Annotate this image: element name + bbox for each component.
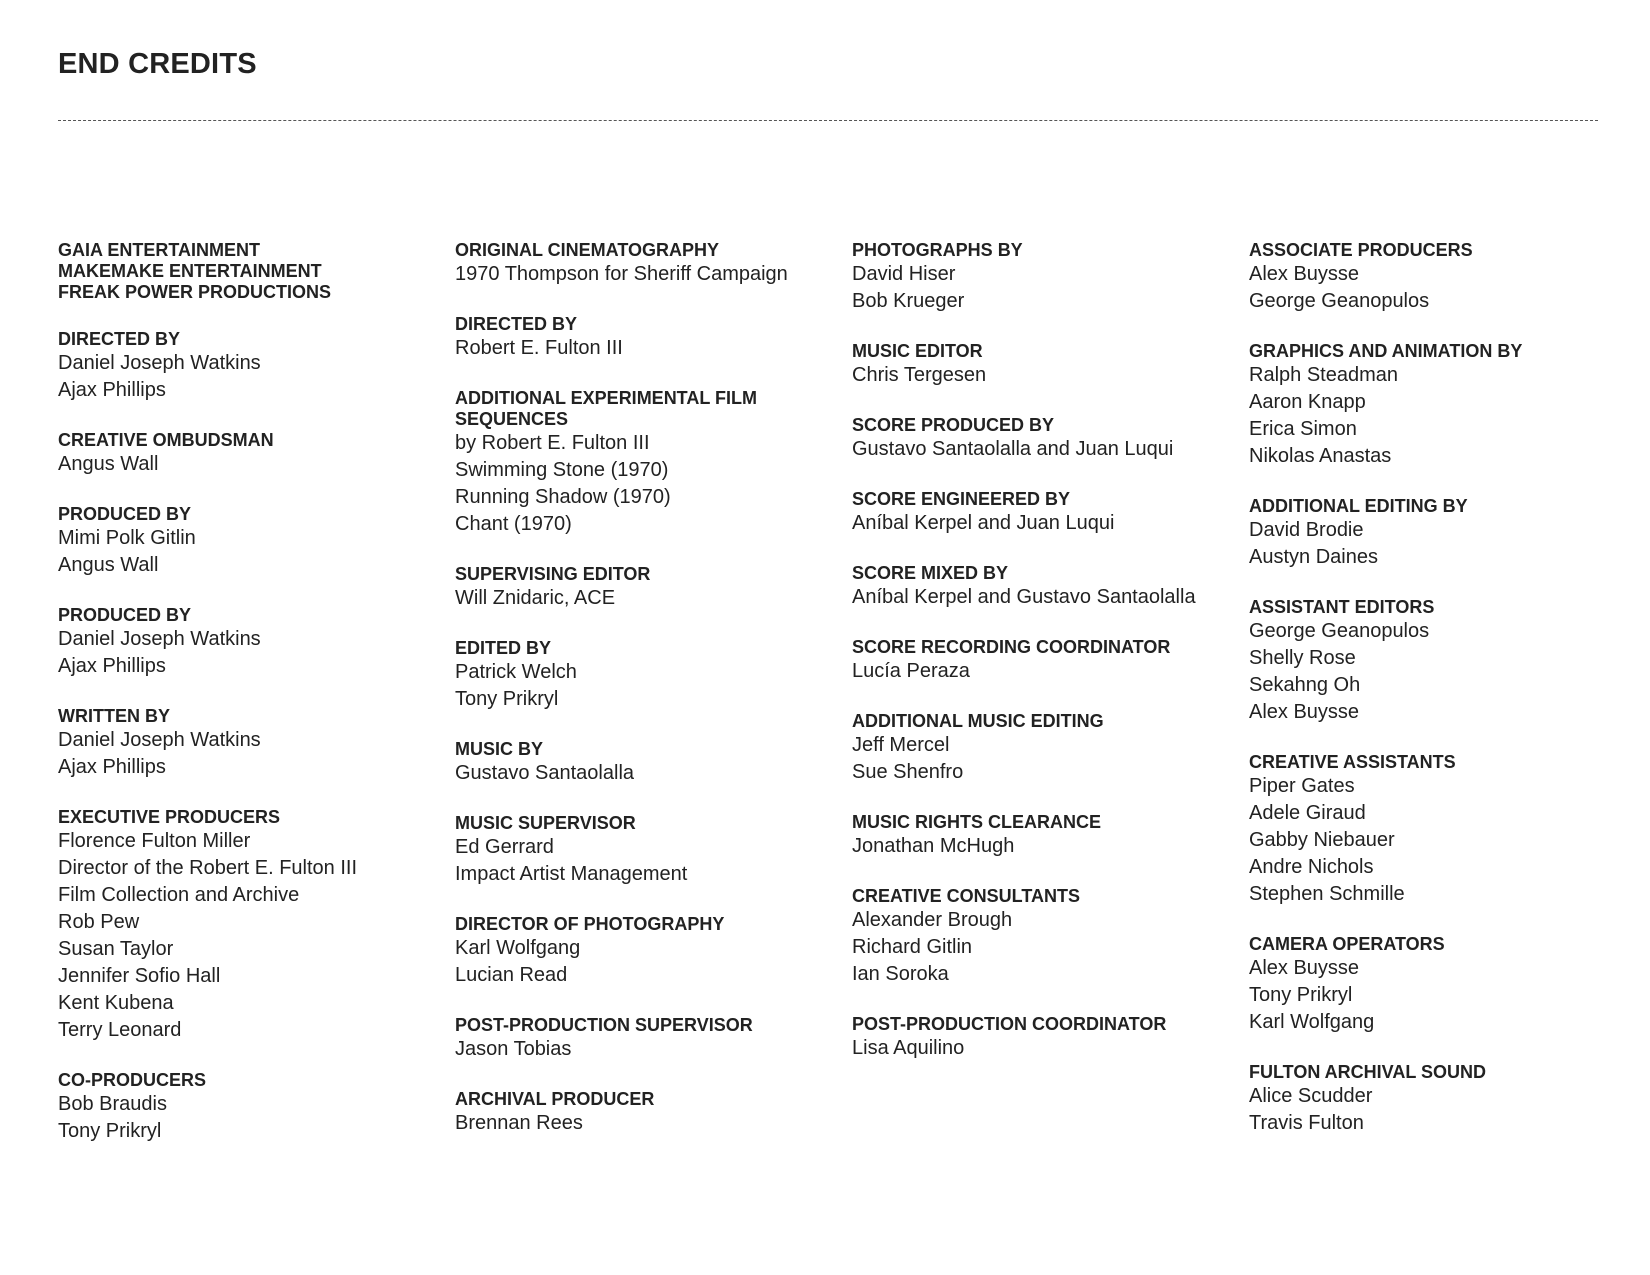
credit-role-heading: ORIGINAL CINEMATOGRAPHY bbox=[455, 240, 720, 260]
credit-role-heading: CAMERA OPERATORS bbox=[1249, 934, 1445, 954]
credit-name: Chant (1970) bbox=[455, 513, 572, 535]
credit-section bbox=[455, 914, 852, 989]
credit-section bbox=[58, 504, 455, 579]
credit-name: Film Collection and Archive bbox=[58, 884, 300, 906]
credit-name: Alice Scudder bbox=[1249, 1085, 1373, 1107]
credit-section bbox=[58, 706, 455, 781]
credit-name: Karl Wolfgang bbox=[455, 937, 581, 959]
page-title: END CREDITS bbox=[58, 48, 257, 80]
credit-section bbox=[58, 329, 455, 404]
credit-role-heading: ADDITIONAL MUSIC EDITING bbox=[852, 711, 1104, 731]
credit-name: Jonathan McHugh bbox=[852, 835, 1015, 857]
credit-role-heading: GRAPHICS AND ANIMATION BY bbox=[1249, 341, 1523, 361]
credit-role-heading: EXECUTIVE PRODUCERS bbox=[58, 807, 281, 827]
credit-name: Erica Simon bbox=[1249, 418, 1357, 440]
credit-name: Terry Leonard bbox=[58, 1019, 182, 1041]
credit-role-heading: CREATIVE ASSISTANTS bbox=[1249, 752, 1456, 772]
credit-role-heading: ASSISTANT EDITORS bbox=[1249, 597, 1435, 617]
credit-section bbox=[58, 605, 455, 680]
credit-role-heading: FULTON ARCHIVAL SOUND bbox=[1249, 1062, 1486, 1082]
credit-section bbox=[852, 711, 1249, 786]
credit-role-heading: ADDITIONAL EXPERIMENTAL FILM SEQUENCES bbox=[455, 388, 758, 429]
credit-role-heading: CREATIVE OMBUDSMAN bbox=[58, 430, 274, 450]
credit-role-heading: DIRECTOR OF PHOTOGRAPHY bbox=[455, 914, 725, 934]
credit-name: Jeff Mercel bbox=[852, 734, 950, 756]
credit-name: Angus Wall bbox=[58, 453, 159, 475]
credit-name: Tony Prikryl bbox=[58, 1120, 162, 1142]
credit-section bbox=[852, 341, 1249, 389]
credit-role-heading: ARCHIVAL PRODUCER bbox=[455, 1089, 655, 1109]
credit-name: Florence Fulton Miller bbox=[58, 830, 251, 852]
credit-role-heading: MUSIC BY bbox=[455, 739, 544, 759]
credit-role-heading: MAKEMAKE ENTERTAINMENT bbox=[58, 261, 322, 281]
credit-role-heading: CO-PRODUCERS bbox=[58, 1070, 207, 1090]
credit-name: Mimi Polk Gitlin bbox=[58, 527, 196, 549]
credit-name: Susan Taylor bbox=[58, 938, 174, 960]
credit-section bbox=[852, 563, 1249, 611]
credit-name: Will Znidaric, ACE bbox=[455, 587, 616, 609]
credit-role-heading: FREAK POWER PRODUCTIONS bbox=[58, 282, 332, 302]
credit-name: Alexander Brough bbox=[852, 909, 1013, 931]
credit-role-heading: SUPERVISING EDITOR bbox=[455, 564, 651, 584]
credit-name: Andre Nichols bbox=[1249, 856, 1374, 878]
credit-name: Lucía Peraza bbox=[852, 660, 970, 682]
credit-section bbox=[455, 564, 852, 612]
credit-name: Bob Krueger bbox=[852, 290, 965, 312]
credit-name: Piper Gates bbox=[1249, 775, 1355, 797]
credit-name: David Hiser bbox=[852, 263, 956, 285]
credit-name: Stephen Schmille bbox=[1249, 883, 1405, 905]
credit-name: Aaron Knapp bbox=[1249, 391, 1366, 413]
credit-name: Rob Pew bbox=[58, 911, 140, 933]
credit-name: Daniel Joseph Watkins bbox=[58, 729, 261, 751]
credit-section bbox=[58, 807, 455, 1044]
credit-name: Robert E. Fulton III bbox=[455, 337, 623, 359]
credit-name: Adele Giraud bbox=[1249, 802, 1366, 824]
credits-column-1 bbox=[58, 240, 455, 1171]
credits-columns bbox=[58, 240, 1646, 1171]
credit-name: Chris Tergesen bbox=[852, 364, 987, 386]
credits-column-2 bbox=[455, 240, 852, 1171]
credit-role-heading: POST-PRODUCTION SUPERVISOR bbox=[455, 1015, 753, 1035]
credit-role-heading: ASSOCIATE PRODUCERS bbox=[1249, 240, 1473, 260]
credits-column-4 bbox=[1249, 240, 1646, 1171]
credit-name: Gustavo Santaolalla bbox=[455, 762, 635, 784]
credit-section bbox=[455, 314, 852, 362]
credit-role-heading: PRODUCED BY bbox=[58, 504, 192, 524]
credit-role-heading: PRODUCED BY bbox=[58, 605, 192, 625]
credit-role-heading: MUSIC SUPERVISOR bbox=[455, 813, 636, 833]
credit-name: 1970 Thompson for Sheriff Campaign bbox=[455, 263, 788, 285]
credit-name: Ajax Phillips bbox=[58, 756, 166, 778]
credit-role-heading: ADDITIONAL EDITING BY bbox=[1249, 496, 1468, 516]
credit-name: Tony Prikryl bbox=[1249, 984, 1353, 1006]
credit-name: Daniel Joseph Watkins bbox=[58, 628, 261, 650]
credit-name: Jennifer Sofio Hall bbox=[58, 965, 221, 987]
credit-name: Brennan Rees bbox=[455, 1112, 583, 1134]
credit-name: Ed Gerrard bbox=[455, 836, 554, 858]
credit-name: Aníbal Kerpel and Juan Luqui bbox=[852, 512, 1115, 534]
credit-role-heading: SCORE RECORDING COORDINATOR bbox=[852, 637, 1171, 657]
credit-role-heading: WRITTEN BY bbox=[58, 706, 170, 726]
credit-name: Aníbal Kerpel and Gustavo Santaolalla bbox=[852, 586, 1196, 608]
credit-section bbox=[455, 638, 852, 713]
credit-name: Karl Wolfgang bbox=[1249, 1011, 1375, 1033]
credit-name: Director of the Robert E. Fulton III bbox=[58, 857, 358, 879]
credit-section bbox=[1249, 1062, 1646, 1137]
credit-section bbox=[455, 1089, 852, 1137]
credit-section bbox=[1249, 597, 1646, 726]
credit-section bbox=[852, 489, 1249, 537]
credit-name: Ralph Steadman bbox=[1249, 364, 1398, 386]
credit-name: Nikolas Anastas bbox=[1249, 445, 1392, 467]
credit-name: Travis Fulton bbox=[1249, 1112, 1364, 1134]
credit-name: Sue Shenfro bbox=[852, 761, 964, 783]
credit-name: Gustavo Santaolalla and Juan Luqui bbox=[852, 438, 1174, 460]
credit-section bbox=[852, 886, 1249, 988]
credit-name: Gabby Niebauer bbox=[1249, 829, 1395, 851]
credit-name: Lucian Read bbox=[455, 964, 568, 986]
credit-name: George Geanopulos bbox=[1249, 290, 1430, 312]
credit-section bbox=[58, 1070, 455, 1145]
credit-section bbox=[455, 813, 852, 888]
title-divider bbox=[58, 120, 1598, 121]
credits-column-3 bbox=[852, 240, 1249, 1171]
credit-name: Swimming Stone (1970) bbox=[455, 459, 669, 481]
credit-role-heading: GAIA ENTERTAINMENT bbox=[58, 240, 260, 260]
credit-name: George Geanopulos bbox=[1249, 620, 1430, 642]
credit-section bbox=[1249, 496, 1646, 571]
credit-name: Bob Braudis bbox=[58, 1093, 167, 1115]
credit-name: Daniel Joseph Watkins bbox=[58, 352, 261, 374]
credit-name: Running Shadow (1970) bbox=[455, 486, 671, 508]
credit-section bbox=[455, 240, 852, 288]
credit-name: Sekahng Oh bbox=[1249, 674, 1361, 696]
credit-name: Shelly Rose bbox=[1249, 647, 1356, 669]
credit-name: Jason Tobias bbox=[455, 1038, 572, 1060]
credit-role-heading: CREATIVE CONSULTANTS bbox=[852, 886, 1080, 906]
credit-section bbox=[455, 739, 852, 787]
credit-role-heading: SCORE ENGINEERED BY bbox=[852, 489, 1071, 509]
credit-name: Tony Prikryl bbox=[455, 688, 559, 710]
credit-role-heading: SCORE MIXED BY bbox=[852, 563, 1009, 583]
credit-section bbox=[1249, 240, 1646, 315]
credit-name: Patrick Welch bbox=[455, 661, 577, 683]
credit-name: Alex Buysse bbox=[1249, 701, 1360, 723]
credit-name: Lisa Aquilino bbox=[852, 1037, 965, 1059]
credit-section bbox=[58, 240, 455, 303]
credit-role-heading: DIRECTED BY bbox=[455, 314, 578, 334]
credit-name: David Brodie bbox=[1249, 519, 1364, 541]
credit-name: Ian Soroka bbox=[852, 963, 949, 985]
credit-section bbox=[1249, 341, 1646, 470]
credit-section bbox=[852, 637, 1249, 685]
credit-name: Angus Wall bbox=[58, 554, 159, 576]
credit-name: Alex Buysse bbox=[1249, 957, 1360, 979]
credit-name: Kent Kubena bbox=[58, 992, 174, 1014]
credit-role-heading: POST-PRODUCTION COORDINATOR bbox=[852, 1014, 1167, 1034]
credit-section bbox=[852, 812, 1249, 860]
credit-section bbox=[852, 415, 1249, 463]
credit-role-heading: MUSIC EDITOR bbox=[852, 341, 983, 361]
credit-name: Austyn Daines bbox=[1249, 546, 1378, 568]
credit-section bbox=[58, 430, 455, 478]
credit-name: Ajax Phillips bbox=[58, 379, 166, 401]
credit-role-heading: PHOTOGRAPHS BY bbox=[852, 240, 1023, 260]
credit-name: Impact Artist Management bbox=[455, 863, 688, 885]
credit-name: Ajax Phillips bbox=[58, 655, 166, 677]
credit-role-heading: EDITED BY bbox=[455, 638, 552, 658]
credit-section bbox=[455, 388, 852, 538]
credit-name: Alex Buysse bbox=[1249, 263, 1360, 285]
credit-section bbox=[455, 1015, 852, 1063]
credit-role-heading: DIRECTED BY bbox=[58, 329, 181, 349]
credit-name: Richard Gitlin bbox=[852, 936, 973, 958]
credit-section bbox=[1249, 934, 1646, 1036]
credit-role-heading: SCORE PRODUCED BY bbox=[852, 415, 1055, 435]
credit-role-heading: MUSIC RIGHTS CLEARANCE bbox=[852, 812, 1102, 832]
credit-section bbox=[852, 240, 1249, 315]
credit-section bbox=[852, 1014, 1249, 1062]
credit-section bbox=[1249, 752, 1646, 908]
credit-name: by Robert E. Fulton III bbox=[455, 432, 650, 454]
